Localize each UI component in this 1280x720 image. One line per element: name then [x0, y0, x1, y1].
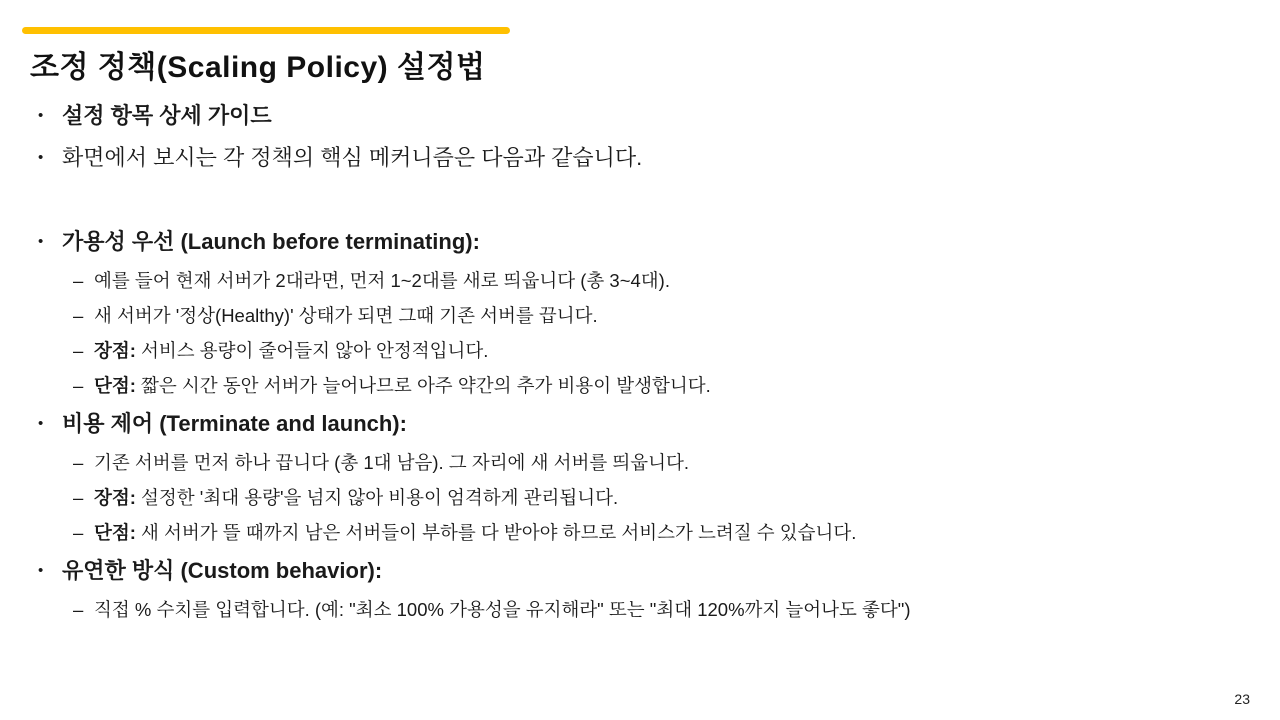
dash-marker: –	[73, 599, 84, 620]
bullet-marker: •	[38, 415, 44, 432]
sub-bullet-body: 짧은 시간 동안 서버가 늘어나므로 아주 약간의 추가 비용이 발생합니다.	[135, 375, 711, 396]
sub-bullet-item	[30, 515, 1260, 550]
sub-bullet-text	[94, 368, 711, 403]
bullet-marker: •	[38, 107, 44, 124]
dash-marker: –	[73, 340, 84, 361]
sub-bullet-lead: 단점:	[94, 375, 136, 396]
dash-marker: –	[73, 487, 84, 508]
page-number: 23	[1234, 691, 1250, 707]
bullet-item	[30, 550, 1260, 592]
dash-marker: –	[73, 305, 84, 326]
sub-bullet-lead: 장점:	[94, 340, 136, 361]
page-title: 조정 정책(Scaling Policy) 설정법	[30, 51, 486, 84]
bullet-text: 가용성 우선 (Launch before terminating):	[62, 229, 480, 254]
dash-marker: –	[73, 375, 84, 396]
bullet-text: 유연한 방식 (Custom behavior):	[62, 558, 383, 583]
sub-bullet-item	[30, 298, 1260, 333]
bullet-item	[30, 137, 1260, 179]
dash-marker: –	[73, 270, 84, 291]
bullet-marker: •	[38, 233, 44, 250]
sub-bullet-body: 새 서버가 뜰 때까지 남은 서버들이 부하를 다 받아야 하므로 서비스가 느려질 수 있습니다.	[135, 522, 857, 543]
sub-bullet-item	[30, 263, 1260, 298]
sub-bullet-item	[30, 480, 1260, 515]
sub-bullet-text: 예를 들어 현재 서버가 2대라면, 먼저 1~2대를 새로 띄웁니다 (총 3~4대).	[94, 270, 670, 291]
sub-bullet-body: 설정한 '최대 용량'을 넘지 않아 비용이 엄격하게 관리됩니다.	[135, 487, 619, 508]
bullet-marker: •	[38, 562, 44, 579]
sub-bullet-text: 기존 서버를 먼저 하나 끕니다 (총 1대 남음). 그 자리에 새 서버를 띄웁니다.	[94, 452, 689, 473]
title-accent-bar	[22, 27, 510, 34]
sub-bullet-item	[30, 592, 1260, 627]
bullet-item	[30, 403, 1260, 445]
bullet-item	[30, 221, 1260, 263]
bullet-text: 비용 제어 (Terminate and launch):	[62, 411, 407, 436]
sub-bullet-item	[30, 445, 1260, 480]
slide-body	[30, 95, 1260, 627]
bullet-marker: •	[38, 149, 44, 166]
sub-bullet-text: 새 서버가 '정상(Healthy)' 상태가 되면 그때 기존 서버를 끕니다.	[94, 305, 598, 326]
vertical-spacer	[30, 179, 1260, 221]
sub-bullet-text	[94, 480, 618, 515]
bullet-item	[30, 95, 1260, 137]
sub-bullet-lead: 단점:	[94, 522, 136, 543]
sub-bullet-lead: 장점:	[94, 487, 136, 508]
sub-bullet-item	[30, 333, 1260, 368]
bullet-text: 화면에서 보시는 각 정책의 핵심 메커니즘은 다음과 같습니다.	[62, 145, 643, 170]
sub-bullet-text: 직접 % 수치를 입력합니다. (예: "최소 100% 가용성을 유지해라" 또는 "최대 120%까지 늘어나도 좋다")	[94, 599, 911, 620]
dash-marker: –	[73, 452, 84, 473]
sub-bullet-text	[94, 333, 488, 368]
sub-bullet-item	[30, 368, 1260, 403]
sub-bullet-text	[94, 515, 856, 550]
bullet-text: 설정 항목 상세 가이드	[62, 103, 272, 128]
sub-bullet-body: 서비스 용량이 줄어들지 않아 안정적입니다.	[135, 340, 489, 361]
dash-marker: –	[73, 522, 84, 543]
